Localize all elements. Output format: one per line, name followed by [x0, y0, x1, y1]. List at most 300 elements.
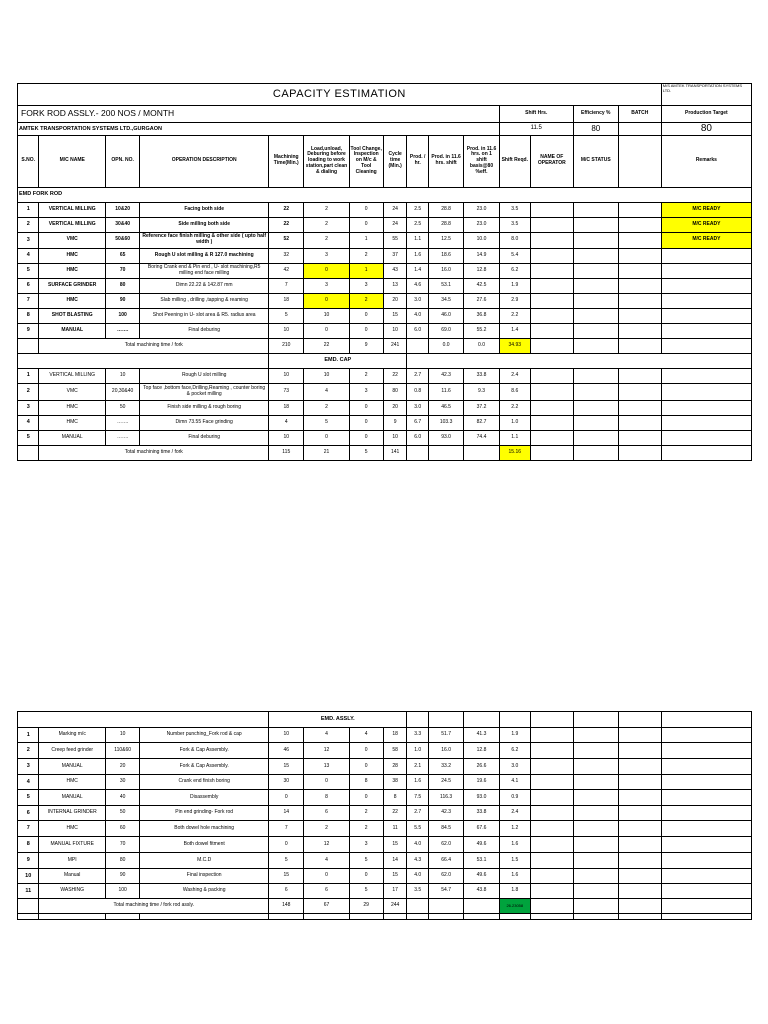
- row-prod-shift: 28.8: [428, 217, 463, 232]
- row-operation-description: Finish side milling & rough boring: [140, 400, 269, 415]
- row-opn-no: 65: [105, 248, 139, 263]
- row-prod-shift: 33.2: [428, 759, 463, 775]
- col-opn-no: OPN. NO.: [105, 135, 139, 187]
- row-prod-shift: 116.3: [428, 790, 463, 806]
- row-remarks: M/C READY: [661, 217, 751, 232]
- row-tool-change: 2: [349, 248, 383, 263]
- row-opn-no: 80: [105, 853, 139, 869]
- table-row: [18, 323, 752, 338]
- row-prod-shift: 42.3: [428, 368, 463, 383]
- row-mc-status: [573, 775, 618, 790]
- row-operator: [530, 368, 573, 383]
- row-mc-name: HMC: [39, 400, 106, 415]
- section-fork-rod-rows: [18, 202, 752, 338]
- row-blank: [618, 869, 661, 884]
- row-tool-change: 5: [349, 853, 383, 869]
- total-cycle-time: 141: [383, 445, 407, 460]
- table-row: [18, 790, 752, 806]
- row-operation-description: Slab milling , drilling ,tapping & reaming: [140, 293, 269, 308]
- row-shift-reqd: 1.6: [499, 869, 530, 884]
- row-mc-name: SHOT BLASTING: [39, 308, 106, 323]
- row-sno: 2: [18, 217, 39, 232]
- row-shift-reqd: 1.1: [499, 430, 530, 445]
- row-prod-hr: 4.0: [407, 837, 428, 853]
- total-label: Total machining time / fork: [39, 338, 269, 353]
- row-cycle-time: 13: [383, 278, 407, 293]
- row-cycle-time: 18: [383, 728, 407, 743]
- row-mc-name: Creep feed grinder: [39, 743, 106, 759]
- row-sno: 6: [18, 806, 39, 821]
- row-machining-time: 22: [269, 202, 304, 217]
- row-load-unload: 4: [304, 853, 349, 869]
- row-prod-shift: 62.0: [428, 837, 463, 853]
- row-mc-status: [573, 853, 618, 869]
- row-prod-shift: 54.7: [428, 884, 463, 899]
- row-remarks: [661, 323, 751, 338]
- row-sno: 9: [18, 853, 39, 869]
- row-mc-status: [573, 217, 618, 232]
- row-operator: [530, 415, 573, 430]
- row-shift-reqd: 2.9: [499, 293, 530, 308]
- row-opn-no: 90: [105, 293, 139, 308]
- row-prod-hr: 5.5: [407, 821, 428, 837]
- row-machining-time: 0: [269, 837, 304, 853]
- section-assly-rows: [18, 728, 752, 899]
- row-tool-change: 0: [349, 743, 383, 759]
- shift-hrs-label: Shift Hrs.: [499, 106, 573, 123]
- row-opn-no: 30&40: [105, 217, 139, 232]
- row-cycle-time: 10: [383, 430, 407, 445]
- row-shift-reqd: 3.0: [499, 759, 530, 775]
- production-target-value: 80: [661, 123, 751, 136]
- row-prod-shift: 46.0: [428, 308, 463, 323]
- row-load-unload: 2: [304, 202, 349, 217]
- row-cycle-time: 17: [383, 884, 407, 899]
- row-sno: 5: [18, 430, 39, 445]
- row-tool-change: 3: [349, 278, 383, 293]
- table-row: [18, 293, 752, 308]
- total-shift-reqd: 26.23058: [499, 899, 530, 914]
- row-operator: [530, 743, 573, 759]
- row-mc-name: VERTICAL MILLING: [39, 368, 106, 383]
- total-shift-reqd: 15.16: [499, 445, 530, 460]
- page-title: CAPACITY ESTIMATION: [18, 84, 662, 106]
- col-prod-shift-80: Prod. in 11.6 hrs. on 1 shift basis@80 %eff.: [464, 135, 499, 187]
- table-row: [18, 775, 752, 790]
- row-operation-description: Final inspection: [140, 869, 269, 884]
- row-load-unload: 2: [304, 400, 349, 415]
- column-header-row: [18, 135, 752, 187]
- row-machining-time: 15: [269, 869, 304, 884]
- row-tool-change: 2: [349, 806, 383, 821]
- row-load-unload: 10: [304, 368, 349, 383]
- section3-total-row: [18, 899, 752, 914]
- row-opn-no: 30: [105, 775, 139, 790]
- row-load-unload: 2: [304, 232, 349, 248]
- row-mc-name: SURFACE GRINDER: [39, 278, 106, 293]
- table-row: [18, 217, 752, 232]
- row-mc-name: MANUAL: [39, 430, 106, 445]
- row-tool-change: 3: [349, 837, 383, 853]
- row-blank: [618, 775, 661, 790]
- row-blank: [618, 308, 661, 323]
- row-prod-shift-80: 49.6: [464, 869, 499, 884]
- row-mc-status: [573, 415, 618, 430]
- row-remarks: [661, 415, 751, 430]
- row-operator: [530, 232, 573, 248]
- row-prod-hr: 3.0: [407, 293, 428, 308]
- row-mc-name: MPI: [39, 853, 106, 869]
- row-machining-time: 22: [269, 217, 304, 232]
- row-tool-change: 4: [349, 728, 383, 743]
- table-row: [18, 743, 752, 759]
- assembly-table: [17, 711, 752, 920]
- row-machining-time: 15: [269, 759, 304, 775]
- row-shift-reqd: 1.4: [499, 323, 530, 338]
- row-opn-no: 100: [105, 884, 139, 899]
- row-blank: [618, 323, 661, 338]
- total-cycle-time: 244: [383, 899, 407, 914]
- row-remarks: [661, 383, 751, 400]
- row-sno: 11: [18, 884, 39, 899]
- table-row: [18, 759, 752, 775]
- row-sno: 3: [18, 400, 39, 415]
- row-prod-hr: 2.7: [407, 368, 428, 383]
- row-remarks: M/C READY: [661, 232, 751, 248]
- row-prod-hr: 1.0: [407, 743, 428, 759]
- row-opn-no: 50: [105, 806, 139, 821]
- row-load-unload: 3: [304, 278, 349, 293]
- row-cycle-time: 20: [383, 293, 407, 308]
- row-sno: 6: [18, 278, 39, 293]
- row-prod-shift-80: 26.6: [464, 759, 499, 775]
- row-prod-shift-80: 41.3: [464, 728, 499, 743]
- row-mc-name: HMC: [39, 263, 106, 278]
- row-mc-status: [573, 400, 618, 415]
- row-operator: [530, 821, 573, 837]
- row-load-unload: 0: [304, 869, 349, 884]
- table-row: [18, 806, 752, 821]
- table-row: [18, 837, 752, 853]
- row-shift-reqd: 3.5: [499, 217, 530, 232]
- row-machining-time: 5: [269, 853, 304, 869]
- row-operation-description: Pin end grinding- Fork rod: [140, 806, 269, 821]
- row-tool-change: 0: [349, 790, 383, 806]
- col-mc-status: M/C STATUS: [573, 135, 618, 187]
- row-prod-shift-80: 37.2: [464, 400, 499, 415]
- row-prod-shift: 46.5: [428, 400, 463, 415]
- row-operation-description: Number punching_Fork rod & cap: [140, 728, 269, 743]
- row-mc-status: [573, 323, 618, 338]
- row-sno: 1: [18, 368, 39, 383]
- row-prod-hr: 3.3: [407, 728, 428, 743]
- row-prod-hr: 4.0: [407, 869, 428, 884]
- row-prod-shift-80: 42.5: [464, 278, 499, 293]
- row-prod-shift: 62.0: [428, 869, 463, 884]
- row-prod-shift-80: 14.9: [464, 248, 499, 263]
- row-sno: 3: [18, 232, 39, 248]
- row-prod-shift-80: 67.6: [464, 821, 499, 837]
- row-mc-name: WASHING: [39, 884, 106, 899]
- table-row: [18, 869, 752, 884]
- row-machining-time: 46: [269, 743, 304, 759]
- row-operation-description: Dimn 73.55 Face grinding: [140, 415, 269, 430]
- row-tool-change: 3: [349, 383, 383, 400]
- total-shift-reqd: 34.93: [499, 338, 530, 353]
- row-load-unload: 5: [304, 415, 349, 430]
- table-row: [18, 853, 752, 869]
- row-prod-shift: 93.0: [428, 430, 463, 445]
- row-load-unload: 4: [304, 728, 349, 743]
- col-shift-reqd: Shift Reqd.: [499, 135, 530, 187]
- row-opn-no: …….: [105, 430, 139, 445]
- row-remarks: [661, 368, 751, 383]
- row-load-unload: 4: [304, 383, 349, 400]
- row-tool-change: 0: [349, 415, 383, 430]
- row-load-unload: 13: [304, 759, 349, 775]
- row-shift-reqd: 1.9: [499, 728, 530, 743]
- row-shift-reqd: 8.0: [499, 232, 530, 248]
- total-load-unload: 67: [304, 899, 349, 914]
- row-operator: [530, 759, 573, 775]
- total-load-unload: 21: [304, 445, 349, 460]
- total-label: Total machining time / fork rod assly.: [39, 899, 269, 914]
- table-row: [18, 248, 752, 263]
- row-load-unload: 3: [304, 248, 349, 263]
- capacity-table: [17, 83, 752, 461]
- row-machining-time: 4: [269, 415, 304, 430]
- row-remarks: [661, 837, 751, 853]
- row-operator: [530, 430, 573, 445]
- row-prod-shift-80: 55.2: [464, 323, 499, 338]
- row-prod-hr: 4.0: [407, 308, 428, 323]
- row-remarks: [661, 248, 751, 263]
- table-row: [18, 202, 752, 217]
- row-prod-shift-80: 93.0: [464, 790, 499, 806]
- row-prod-shift: 34.5: [428, 293, 463, 308]
- row-prod-shift-80: 10.0: [464, 232, 499, 248]
- row-mc-name: VERTICAL MILLING: [39, 217, 106, 232]
- row-opn-no: 50&60: [105, 232, 139, 248]
- total-machining-time: 210: [269, 338, 304, 353]
- row-prod-shift: 11.6: [428, 383, 463, 400]
- row-blank: [618, 368, 661, 383]
- row-sno: 7: [18, 293, 39, 308]
- row-machining-time: 10: [269, 323, 304, 338]
- row-sno: 3: [18, 759, 39, 775]
- row-prod-hr: 2.7: [407, 806, 428, 821]
- row-tool-change: 0: [349, 308, 383, 323]
- row-cycle-time: 58: [383, 743, 407, 759]
- row-mc-name: HMC: [39, 415, 106, 430]
- row-prod-shift-80: 27.6: [464, 293, 499, 308]
- row-prod-hr: 1.4: [407, 263, 428, 278]
- row-blank: [618, 759, 661, 775]
- total-label: Total machining time / fork: [39, 445, 269, 460]
- row-remarks: [661, 853, 751, 869]
- row-prod-hr: 2.1: [407, 759, 428, 775]
- row-opn-no: 70: [105, 837, 139, 853]
- row-operator: [530, 308, 573, 323]
- efficiency-label: Efficiency %: [573, 106, 618, 123]
- row-mc-status: [573, 383, 618, 400]
- row-shift-reqd: 1.5: [499, 853, 530, 869]
- table-row: [18, 232, 752, 248]
- row-blank: [618, 743, 661, 759]
- company-short: M/S AMTEK TRANSPORTATION SYSTEMS LTD.: [661, 84, 751, 106]
- row-operator: [530, 853, 573, 869]
- row-remarks: [661, 743, 751, 759]
- row-blank: [618, 415, 661, 430]
- row-operator: [530, 202, 573, 217]
- row-machining-time: 10: [269, 430, 304, 445]
- row-shift-reqd: 0.9: [499, 790, 530, 806]
- row-remarks: [661, 759, 751, 775]
- row-opn-no: 40: [105, 790, 139, 806]
- row-operator: [530, 383, 573, 400]
- row-cycle-time: 11: [383, 821, 407, 837]
- row-operation-description: Reference face finish milling & other side ( upto half width ): [140, 232, 269, 248]
- efficiency-value: 80: [573, 123, 618, 136]
- row-mc-name: MANUAL: [39, 759, 106, 775]
- row-mc-status: [573, 263, 618, 278]
- row-remarks: [661, 400, 751, 415]
- row-mc-status: [573, 232, 618, 248]
- row-load-unload: 12: [304, 837, 349, 853]
- row-operator: [530, 837, 573, 853]
- row-mc-name: HMC: [39, 775, 106, 790]
- row-mc-name: MANUAL FIXTURE: [39, 837, 106, 853]
- section2-total-row: [18, 445, 752, 460]
- row-prod-hr: 6.7: [407, 415, 428, 430]
- row-cycle-time: 43: [383, 263, 407, 278]
- row-operator: [530, 400, 573, 415]
- row-opn-no: 90: [105, 869, 139, 884]
- row-operation-description: Fork & Cap Assembly.: [140, 743, 269, 759]
- table-row: [18, 278, 752, 293]
- row-machining-time: 73: [269, 383, 304, 400]
- row-shift-reqd: 1.8: [499, 884, 530, 899]
- row-prod-hr: 7.5: [407, 790, 428, 806]
- row-blank: [618, 790, 661, 806]
- row-blank: [618, 217, 661, 232]
- row-cycle-time: 24: [383, 217, 407, 232]
- row-remarks: [661, 884, 751, 899]
- product-title: FORK ROD ASSLY.- 200 NOS / MONTH: [18, 106, 500, 123]
- row-sno: 10: [18, 869, 39, 884]
- row-shift-reqd: 2.2: [499, 308, 530, 323]
- row-prod-shift: 24.5: [428, 775, 463, 790]
- col-name-operator: NAME OF OPERATOR: [530, 135, 573, 187]
- row-opn-no: 50: [105, 400, 139, 415]
- row-mc-name: HMC: [39, 248, 106, 263]
- row-opn-no: 80: [105, 278, 139, 293]
- row-prod-shift-80: 9.3: [464, 383, 499, 400]
- row-operator: [530, 217, 573, 232]
- production-target-label: Production Target: [661, 106, 751, 123]
- row-machining-time: 0: [269, 790, 304, 806]
- row-tool-change: 0: [349, 323, 383, 338]
- row-shift-reqd: 4.1: [499, 775, 530, 790]
- row-machining-time: 10: [269, 728, 304, 743]
- row-prod-shift: 51.7: [428, 728, 463, 743]
- row-mc-name: INTERNAL GRINDER: [39, 806, 106, 821]
- row-prod-hr: 4.3: [407, 853, 428, 869]
- row-blank: [618, 248, 661, 263]
- row-opn-no: 70: [105, 263, 139, 278]
- row-prod-shift-80: 33.8: [464, 368, 499, 383]
- section-label-cap: EMD. CAP: [269, 353, 407, 368]
- row-machining-time: 14: [269, 806, 304, 821]
- row-operation-description: Shot Peening in U- slot area & R5. radius area: [140, 308, 269, 323]
- row-opn-no: 10: [105, 728, 139, 743]
- row-machining-time: 30: [269, 775, 304, 790]
- row-machining-time: 52: [269, 232, 304, 248]
- row-operation-description: Rough U slot milling: [140, 368, 269, 383]
- row-mc-status: [573, 821, 618, 837]
- row-blank: [618, 884, 661, 899]
- row-remarks: [661, 263, 751, 278]
- row-mc-name: HMC: [39, 821, 106, 837]
- section-cap-rows: [18, 368, 752, 445]
- row-prod-hr: 2.5: [407, 202, 428, 217]
- row-machining-time: 7: [269, 821, 304, 837]
- row-sno: 1: [18, 202, 39, 217]
- row-blank: [618, 806, 661, 821]
- row-operation-description: Final deburing: [140, 430, 269, 445]
- row-prod-shift: 103.3: [428, 415, 463, 430]
- row-sno: 4: [18, 775, 39, 790]
- row-prod-shift: 69.0: [428, 323, 463, 338]
- col-operation-description: OPERATION DESCRIPTION: [140, 135, 269, 187]
- row-operator: [530, 775, 573, 790]
- row-tool-change: 2: [349, 821, 383, 837]
- table-row: [18, 884, 752, 899]
- total-tool-change: 29: [349, 899, 383, 914]
- row-remarks: M/C READY: [661, 202, 751, 217]
- row-operation-description: Both dowel hole machining: [140, 821, 269, 837]
- row-prod-shift: 42.3: [428, 806, 463, 821]
- row-prod-hr: 1.1: [407, 232, 428, 248]
- row-opn-no: 10: [105, 368, 139, 383]
- row-prod-shift-80: 23.0: [464, 202, 499, 217]
- section-label-assly: EMD. ASSLY.: [269, 712, 407, 728]
- row-load-unload: 10: [304, 308, 349, 323]
- row-mc-name: HMC: [39, 293, 106, 308]
- batch-label: BATCH: [618, 106, 661, 123]
- row-mc-status: [573, 790, 618, 806]
- row-mc-status: [573, 430, 618, 445]
- row-machining-time: 5: [269, 308, 304, 323]
- row-prod-shift-80: 12.8: [464, 743, 499, 759]
- row-blank: [618, 202, 661, 217]
- row-shift-reqd: 2.4: [499, 806, 530, 821]
- row-machining-time: 7: [269, 278, 304, 293]
- row-tool-change: 0: [349, 400, 383, 415]
- row-tool-change: 2: [349, 368, 383, 383]
- row-blank: [618, 293, 661, 308]
- row-cycle-time: 8: [383, 790, 407, 806]
- row-remarks: [661, 806, 751, 821]
- row-remarks: [661, 293, 751, 308]
- row-load-unload: 0: [304, 323, 349, 338]
- col-sno: S.NO.: [18, 135, 39, 187]
- row-remarks: [661, 728, 751, 743]
- table-row: [18, 415, 752, 430]
- row-mc-name: Manual: [39, 869, 106, 884]
- col-load-unload: Load,unload, Deburing before loading to work station,part clean & dialing: [304, 135, 349, 187]
- row-mc-status: [573, 743, 618, 759]
